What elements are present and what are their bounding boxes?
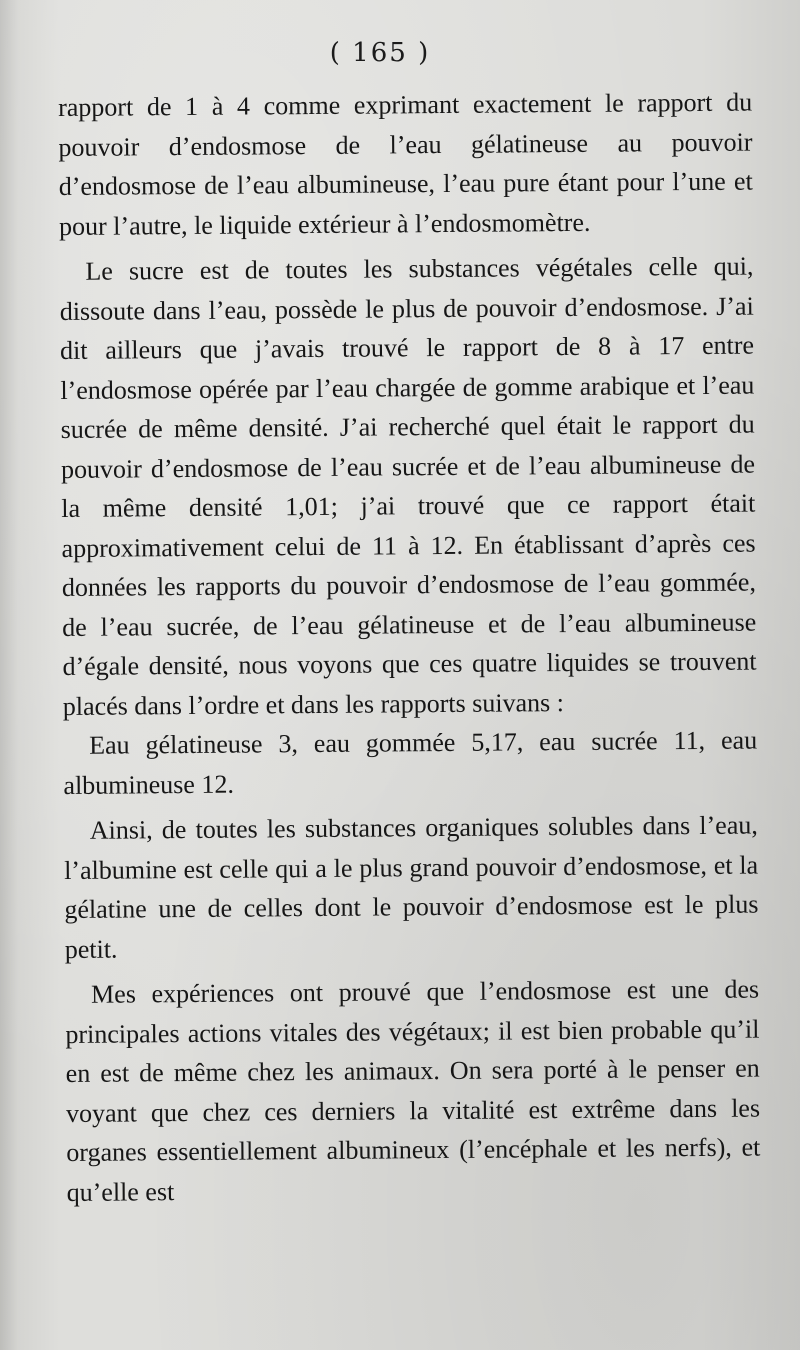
body-text [58,83,761,1212]
paragraph-sucre: Le sucre est de toutes les substances végétales celle qui, dissoute dans l’eau, possède le plus de pouvoir d’endosmose. J’ai dit ailleurs que j’avais trouvé le rapport de 8 à 17 entre l’endosmose opérée par l’eau chargée de gomme arabique et l’eau sucrée de même densité. J’ai recherché quel était le rapport du pouvoir d’endosmose de l’eau sucrée et de l’eau albumineuse de la même densité 1,01; j’ai trouvé que ce rapport était approximativement celui de 11 à 12. En établissant d’après ces données les rapports du pouvoir d’endosmose de l’eau gommée, de l’eau sucrée, de l’eau gélatineuse et de l’eau albumineuse d’égale densité, nous voyons que ces quatre liquides se trouvent placés dans l’ordre et dans les rapports suivans : [59,251,757,721]
paragraph-ainsi: Ainsi, de toutes les substances organiques solubles dans l’eau, l’albumine est celle qui a le plus grand pouvoir d’endosmose, et la gélatine une de celles dont le pouvoir d’endosmose est le plus petit. [64,810,759,964]
paragraph-continuation: rapport de 1 à 4 comme exprimant exactement le rapport du pouvoir d’endosmose de l’eau gélatineuse au pouvoir d’endosmose de l’eau albumineuse, l’eau pure étant pour l’une et pour l’autre, le liquide extérieur à l’endosmomètre. [58,87,753,241]
paragraph-liste: Eau gélatineuse 3, eau gommée 5,17, eau sucrée 11, eau albumineuse 12. [63,725,758,800]
paragraph-experiences: Mes expériences ont prouvé que l’endosmose est une des principales actions vitales des végétaux; il est bien probable qu’il en est de même chez les animaux. On sera porté à le penser en voyant que chez ces derniers la vitalité est extrême dans les organes essentiellement albumineux (l’encéphale et les nerfs), et qu’elle est [65,974,761,1207]
page-number: ( 165 ) [329,38,431,68]
